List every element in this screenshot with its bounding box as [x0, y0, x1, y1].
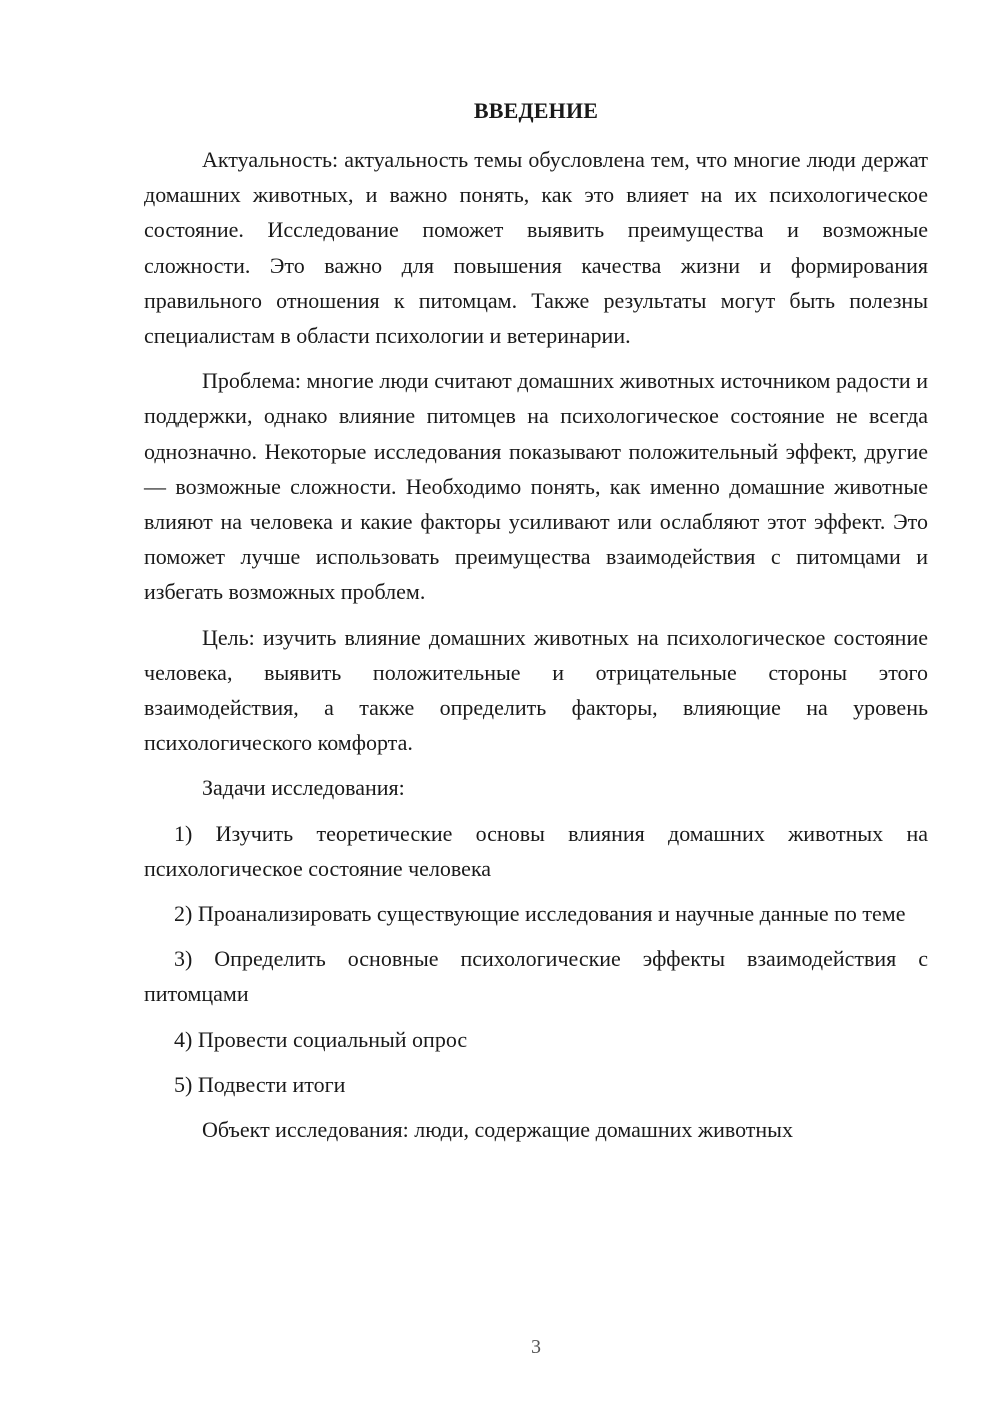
- document-body: [144, 142, 928, 1147]
- task-item-1: 1) Изучить теоретические основы влияния домашних животных на психологическое состояние человека: [144, 820, 928, 881]
- task-item-3: 3) Определить основные психологические эффекты взаимодействия с питомцами: [144, 946, 928, 1007]
- section-title: ВВЕДЕНИЕ: [473, 98, 599, 123]
- task-item-4: 4) Провести социальный опрос: [174, 1026, 468, 1052]
- page-number: 3: [531, 1336, 541, 1358]
- task-item-5: 5) Подвести итоги: [174, 1071, 346, 1097]
- paragraph-problem: Проблема: многие люди считают домашних животных источником радости и поддержки, однако влияние питомцев на психологическое состояние не всегда однозначно. Некоторые исследования показывают положительный эффект, другие — возможные сложности. Необходимо понять, как именно домашние животные влияют на человека и какие факторы усиливают или ослабляют этот эффект. Это поможет лучше использовать преимущества взаимодействия с питомцами и избегать возможных проблем.: [144, 368, 928, 605]
- tasks-heading: Задачи исследования:: [202, 775, 405, 801]
- paragraph-object: Объект исследования: люди, содержащие домашних животных: [202, 1117, 793, 1143]
- paragraph-relevance: Актуальность: актуальность темы обусловлена тем, что многие люди держат домашних животных, и важно понять, как это влияет на их психологическое состояние. Исследование поможет выявить преимущества и возможные сложности. Это важно для повышения качества жизни и формирования правильного отношения к питомцам. Также результаты могут быть полезны специалистам в области психологии и ветеринарии.: [144, 147, 928, 349]
- paragraph-goal: Цель: изучить влияние домашних животных на психологическое состояние человека, выявить положительные и отрицательные стороны этого взаимодействия, а также определить факторы, влияющие на уровень психологического комфорта.: [144, 624, 928, 756]
- task-item-2: 2) Проанализировать существующие исследования и научные данные по теме: [174, 901, 906, 927]
